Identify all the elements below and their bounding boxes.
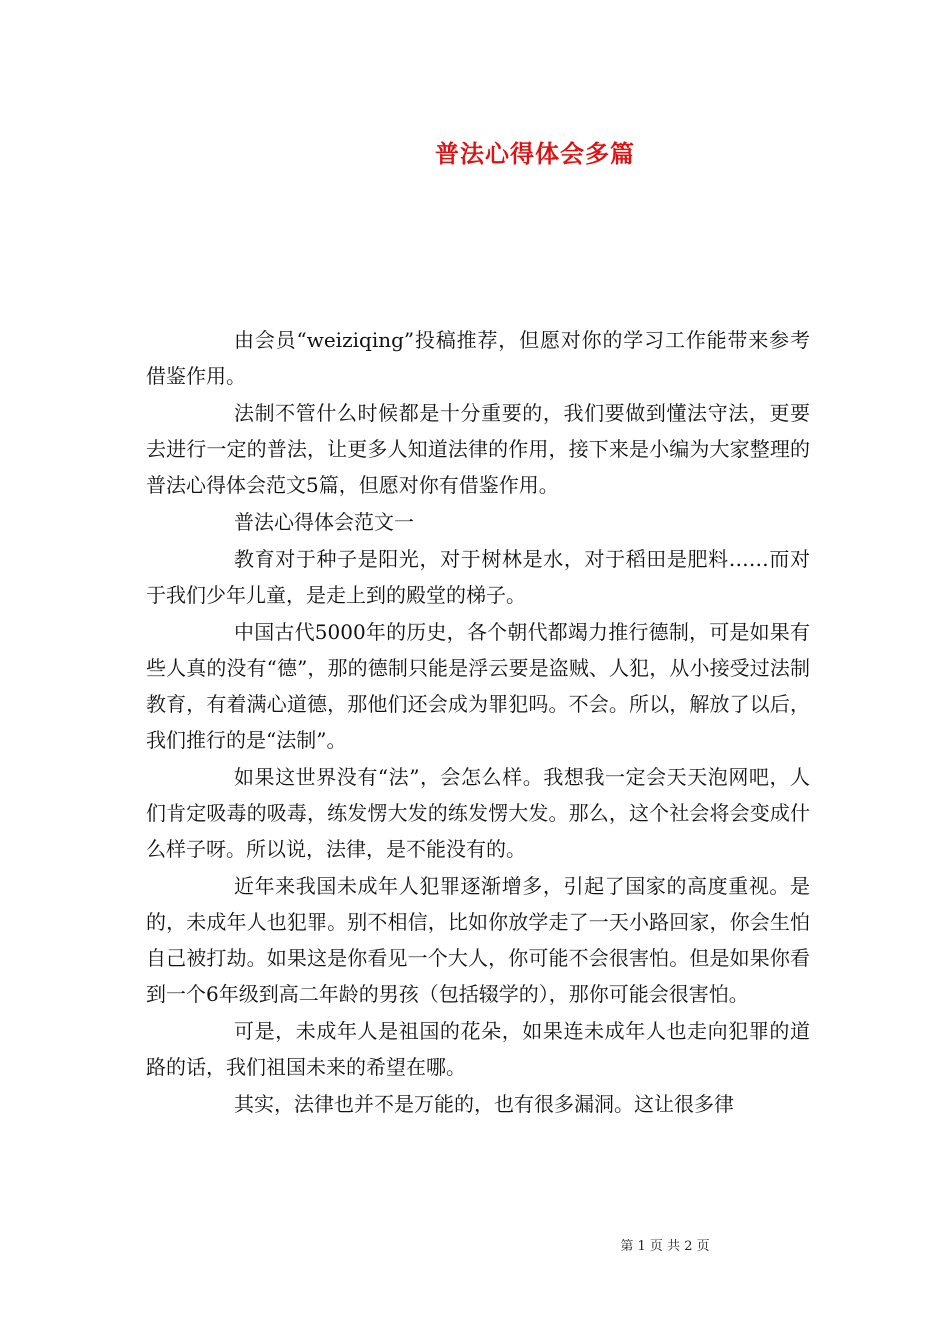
page-number-footer: 第 1 页 共 2 页: [620, 1239, 710, 1254]
section-heading: 普法心得体会范文一: [234, 510, 414, 534]
paragraph: 教育对于种子是阳光，对于树林是水，对于稻田是肥料……而对于我们少年儿童，是走上到的殿堂的梯子。: [146, 547, 810, 607]
document-body: [146, 322, 810, 1123]
paragraph: 如果这世界没有“法”，会怎么样。我想我一定会天天泡网吧，人们肯定吸毒的吸毒，练发愣大发的练发愣大发。那么，这个社会将会变成什么样子呀。所以说，法律，是不能没有的。: [146, 765, 810, 861]
paragraph: 近年来我国未成年人犯罪逐渐增多，引起了国家的高度重视。是的，未成年人也犯罪。别不相信，比如你放学走了一天小路回家，你会生怕自己被打劫。如果这是你看见一个大人，你可能不会很害怕。但是如果你看到一个6年级到高二年龄的男孩（包括辍学的），那你可能会很害怕。: [146, 874, 810, 1006]
document-title: 普法心得体会多篇: [435, 139, 635, 168]
paragraph: 其实，法律也并不是万能的，也有很多漏洞。这让很多律: [234, 1092, 734, 1116]
paragraph: 法制不管什么时候都是十分重要的，我们要做到懂法守法，更要去进行一定的普法，让更多人知道法律的作用，接下来是小编为大家整理的普法心得体会范文5篇，但愿对你有借鉴作用。: [146, 401, 810, 497]
paragraph: 可是，未成年人是祖国的花朵，如果连未成年人也走向犯罪的道路的话，我们祖国未来的希望在哪。: [146, 1019, 810, 1079]
paragraph: 由会员“weiziqing”投稿推荐，但愿对你的学习工作能带来参考借鉴作用。: [146, 328, 810, 388]
paragraph: 中国古代5000年的历史，各个朝代都竭力推行德制，可是如果有些人真的没有“德”，那的德制只能是浮云要是盗贼、人犯，从小接受过法制教育，有着满心道德，那他们还会成为罪犯吗。不会。所以，解放了以后，我们推行的是“法制”。: [146, 620, 810, 752]
